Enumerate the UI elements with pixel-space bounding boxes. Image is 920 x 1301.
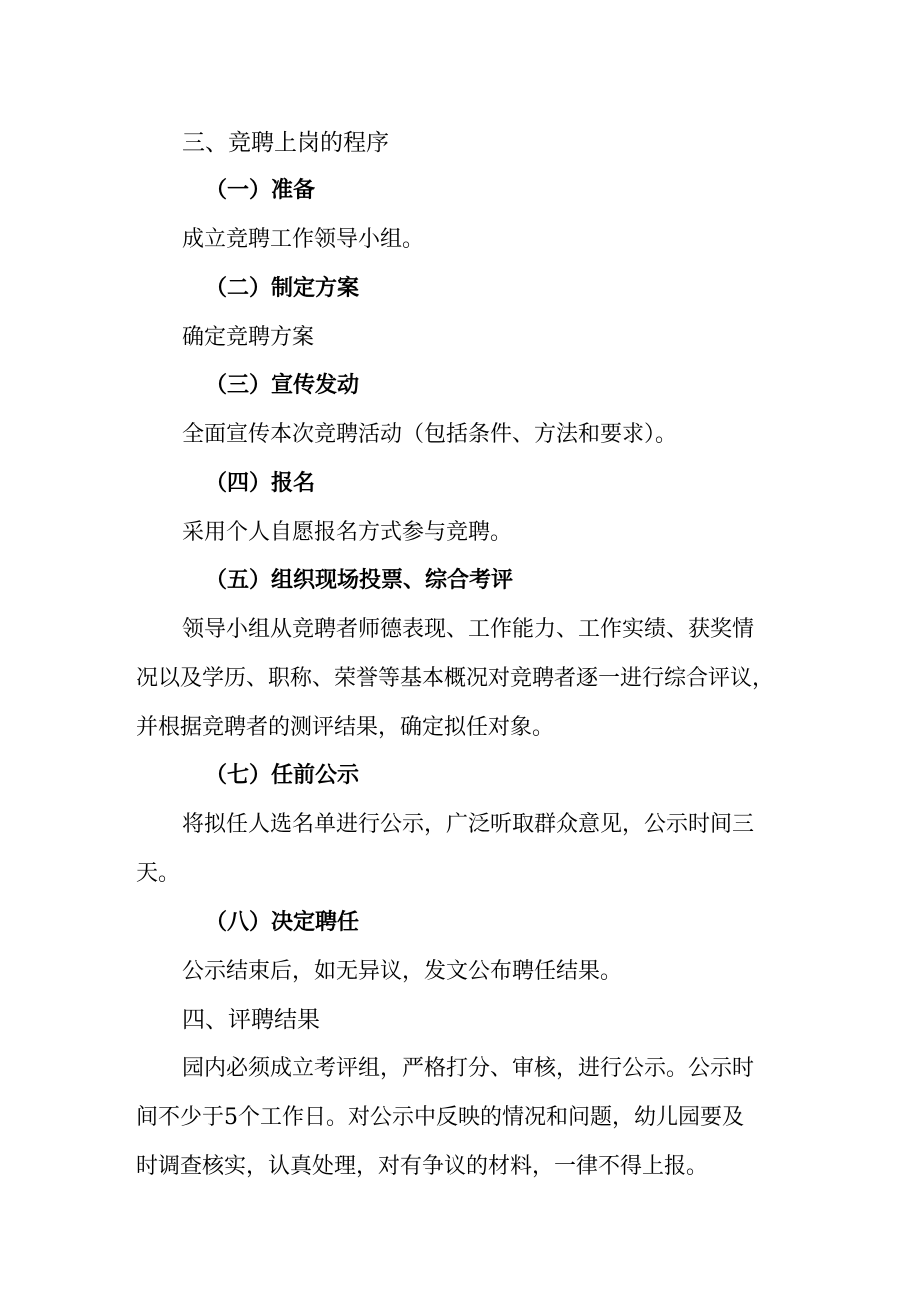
section-3-title: 三、竞聘上岗的程序 [182, 130, 389, 156]
step-1-heading: （一）准备 [205, 178, 316, 203]
section-4-title: 四、评聘结果 [182, 1007, 320, 1033]
step-7-line-1: 将拟任人选名单进行公示，广泛听取群众意见，公示时间三 [182, 812, 755, 837]
section-4-line-2: 间不少于5个工作日。对公示中反映的情况和问题，幼儿园要及 [136, 1105, 744, 1130]
step-7-line-2: 天。 [136, 861, 181, 886]
step-8-text: 公示结束后，如无异议，发文公布聘任结果。 [182, 959, 623, 984]
step-5-line-2: 况以及学历、职称、荣誉等基本概况对竞聘者逐一进行综合评议， [136, 666, 775, 691]
step-4-text: 采用个人自愿报名方式参与竞聘。 [182, 520, 513, 545]
step-5-heading: （五）组织现场投票、综合考评 [205, 568, 514, 593]
step-2-heading: （二）制定方案 [205, 276, 360, 301]
step-7-heading: （七）任前公示 [205, 763, 360, 788]
step-3-heading: （三）宣传发动 [205, 373, 360, 398]
step-2-text: 确定竞聘方案 [182, 325, 315, 350]
step-3-text: 全面宣传本次竞聘活动（包括条件、方法和要求）。 [182, 422, 678, 447]
step-5-line-1: 领导小组从竞聘者师德表现、工作能力、工作实绩、获奖情 [182, 617, 755, 642]
section-4-line-1: 园内必须成立考评组，严格打分、审核，进行公示。公示时 [182, 1056, 755, 1081]
step-5-line-3: 并根据竞聘者的测评结果，确定拟任对象。 [136, 715, 555, 740]
step-1-text: 成立竞聘工作领导小组。 [182, 227, 425, 252]
step-8-heading: （八）决定聘任 [205, 910, 360, 935]
section-4-line-3: 时调查核实，认真处理，对有争议的材料，一律不得上报。 [136, 1154, 709, 1179]
step-4-heading: （四）报名 [205, 471, 316, 496]
